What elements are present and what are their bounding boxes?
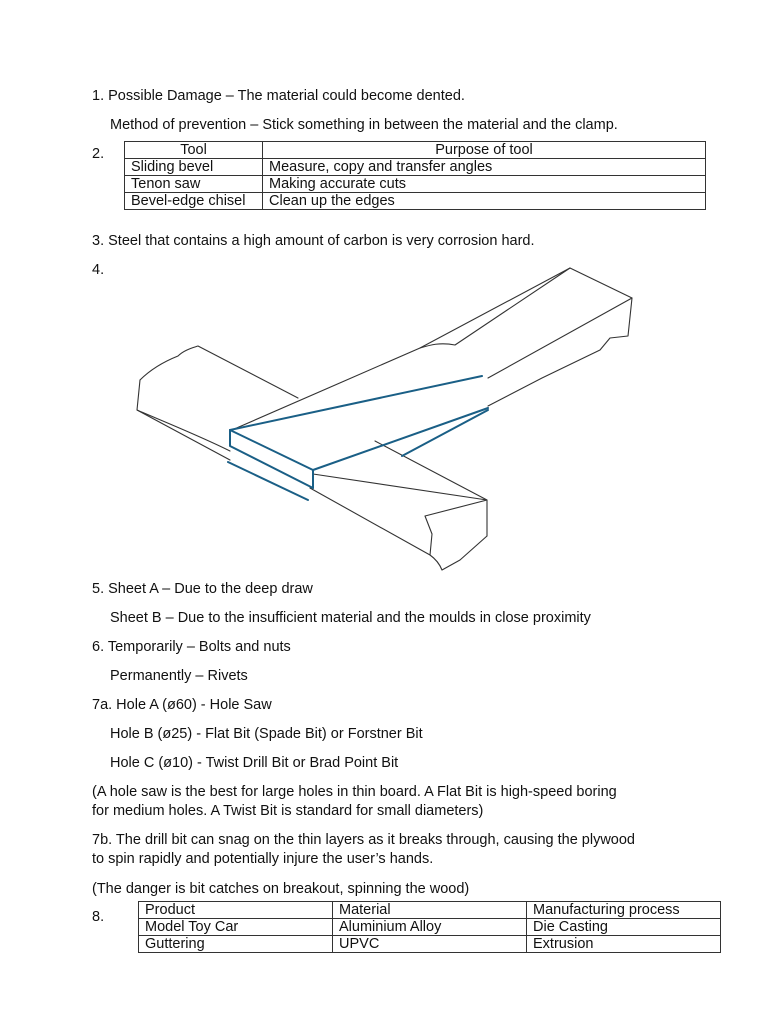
table-header-cell: Product [139, 902, 333, 919]
q4-number: 4. [92, 262, 105, 278]
table-row [139, 919, 721, 936]
q1-prevention: Method of prevention – Stick something in between the material and the clamp. [110, 117, 618, 133]
table-header-row [139, 902, 721, 919]
q7b-line2: to spin rapidly and potentially injure the user’s hands. [92, 851, 434, 867]
table-cell: Die Casting [527, 919, 721, 936]
table-cell: Making accurate cuts [263, 176, 706, 193]
table-cell: Sliding bevel [125, 159, 263, 176]
table-header-cell: Material [333, 902, 527, 919]
table-cell: UPVC [333, 936, 527, 953]
joint-drawing [130, 258, 640, 574]
tools-table [124, 141, 706, 210]
table-header-row [125, 142, 706, 159]
table-cell: Extrusion [527, 936, 721, 953]
table-header-cell: Purpose of tool [263, 142, 706, 159]
table-cell: Bevel-edge chisel [125, 193, 263, 210]
table-cell: Aluminium Alloy [333, 919, 527, 936]
q6-permanently: Permanently – Rivets [110, 668, 248, 684]
table-header-cell: Manufacturing process [527, 902, 721, 919]
table-header-cell: Tool [125, 142, 263, 159]
q7b-line1: 7b. The drill bit can snag on the thin layers as it breaks through, causing the plywood [92, 832, 635, 848]
joint-lines [228, 376, 488, 500]
table-cell: Tenon saw [125, 176, 263, 193]
timber-outline [137, 268, 632, 570]
q7a-hole-c: Hole C (ø10) - Twist Drill Bit or Brad Point Bit [110, 755, 399, 771]
table-cell: Guttering [139, 936, 333, 953]
q7b-note: (The danger is bit catches on breakout, spinning the wood) [92, 881, 470, 897]
table-cell: Model Toy Car [139, 919, 333, 936]
table-row [125, 176, 706, 193]
table-cell: Clean up the edges [263, 193, 706, 210]
q7a-note-line1: (A hole saw is the best for large holes in thin board. A Flat Bit is high-speed boring [92, 784, 617, 800]
q2-number: 2. [92, 146, 105, 162]
q7a-hole-a: 7a. Hole A (ø60) - Hole Saw [92, 697, 272, 713]
q3-text: 3. Steel that contains a high amount of carbon is very corrosion hard. [92, 233, 535, 249]
q6-temporarily: 6. Temporarily – Bolts and nuts [92, 639, 291, 655]
table-cell: Measure, copy and transfer angles [263, 159, 706, 176]
table-row [125, 159, 706, 176]
q5-sheet-a: 5. Sheet A – Due to the deep draw [92, 581, 313, 597]
q8-number: 8. [92, 909, 105, 925]
products-table [138, 901, 721, 953]
table-row [125, 193, 706, 210]
table-row [139, 936, 721, 953]
q7a-hole-b: Hole B (ø25) - Flat Bit (Spade Bit) or Forstner Bit [110, 726, 423, 742]
q1-damage: 1. Possible Damage – The material could become dented. [92, 88, 465, 104]
q5-sheet-b: Sheet B – Due to the insufficient material and the moulds in close proximity [110, 610, 591, 626]
q7a-note-line2: for medium holes. A Twist Bit is standard for small diameters) [92, 803, 484, 819]
